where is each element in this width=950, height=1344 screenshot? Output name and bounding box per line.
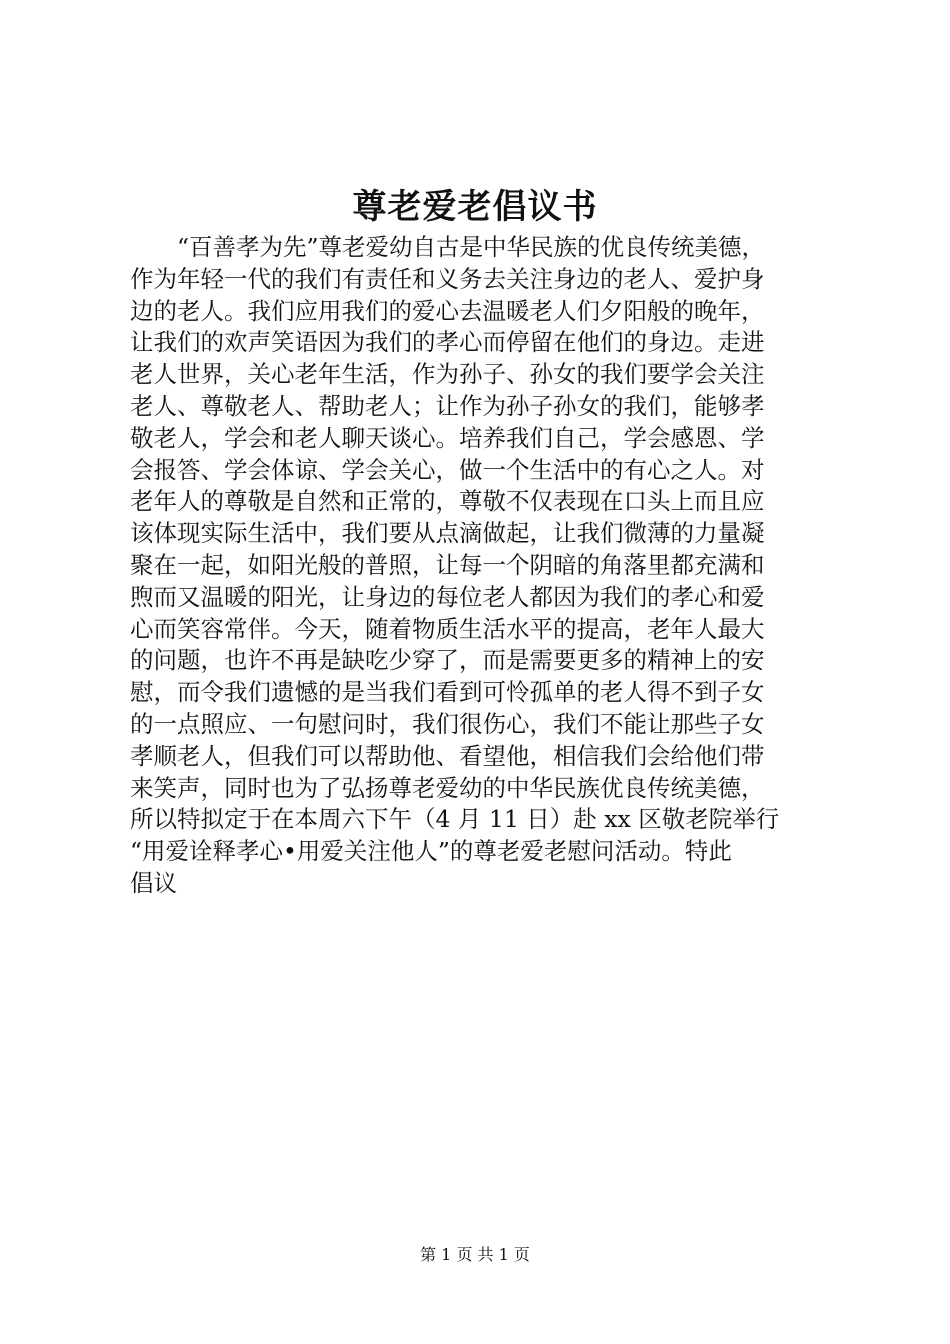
body-line: 让我们的欢声笑语因为我们的孝心而停留在他们的身边。走进 xyxy=(130,328,765,357)
body-line: 倡议 xyxy=(130,868,177,897)
body-line: 老人、尊敬老人、帮助老人；让作为孙子孙女的我们，能够孝 xyxy=(130,391,765,420)
body-line: 边的老人。我们应用我们的爱心去温暖老人们夕阳般的晚年， xyxy=(130,296,765,325)
body-line: 老年人的尊敬是自然和正常的，尊敬不仅表现在口头上而且应 xyxy=(130,487,765,516)
body-line: “百善孝为先”尊老爱幼自古是中华民族的优良传统美德， xyxy=(130,233,766,261)
body-line: 慰，而令我们遗憾的是当我们看到可怜孤单的老人得不到子女 xyxy=(130,678,765,707)
body-line: 煦而又温暖的阳光，让身边的每位老人都因为我们的孝心和爱 xyxy=(130,582,765,611)
body-line: 聚在一起，如阳光般的普照，让每一个阴暗的角落里都充满和 xyxy=(130,550,765,579)
body-line: 会报答、学会体谅、学会关心，做一个生活中的有心之人。对 xyxy=(130,455,765,484)
body-line: 的一点照应、一句慰问时，我们很伤心，我们不能让那些子女 xyxy=(130,709,765,738)
body-line: 的问题，也许不再是缺吃少穿了，而是需要更多的精神上的安 xyxy=(130,646,765,675)
page-title: 尊老爱老倡议书 xyxy=(352,187,598,227)
page-footer: 第 1 页 共 1 页 xyxy=(420,1245,530,1264)
body-line: 来笑声，同时也为了弘扬尊老爱幼的中华民族优良传统美德， xyxy=(130,773,765,802)
body-line: 所以特拟定于在本周六下午（4 月 11 日）赴 xx 区敬老院举行 xyxy=(130,805,780,834)
body-line: 老人世界，关心老年生活，作为孙子、孙女的我们要学会关注 xyxy=(130,360,765,389)
document-body xyxy=(130,232,830,900)
body-line: 作为年轻一代的我们有责任和义务去关注身边的老人、爱护身 xyxy=(130,264,765,293)
body-line: “用爱诠释孝心•用爱关注他人”的尊老爱老慰问活动。特此 xyxy=(130,837,732,866)
body-line: 心而笑容常伴。今天，随着物质生活水平的提高，老年人最大 xyxy=(130,614,765,643)
body-line: 该体现实际生活中，我们要从点滴做起，让我们微薄的力量凝 xyxy=(130,519,765,548)
body-line: 敬老人，学会和老人聊天谈心。培养我们自己，学会感恩、学 xyxy=(130,423,765,452)
body-line: 孝顺老人，但我们可以帮助他、看望他，相信我们会给他们带 xyxy=(130,741,765,770)
